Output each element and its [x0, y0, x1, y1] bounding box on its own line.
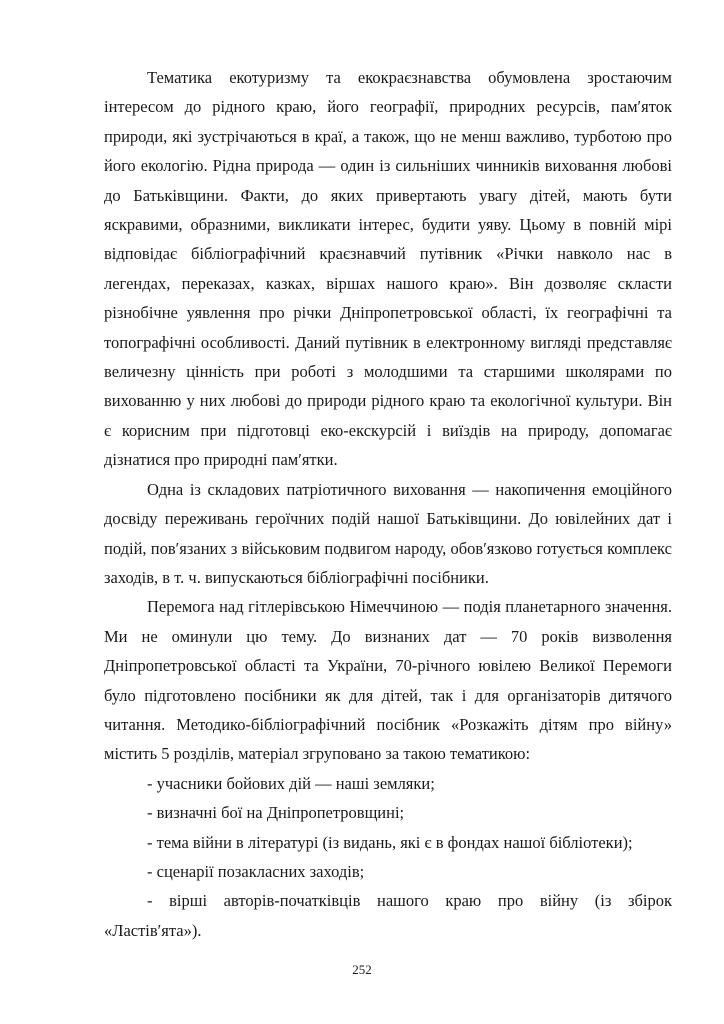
list-item: - визначні бої на Дніпропетровщині;: [147, 803, 405, 823]
list-item: - вірші авторів-початківців нашого краю про війну (із збірок «Ластів′ята»).: [104, 891, 672, 940]
page-number: 252: [352, 962, 372, 977]
paragraph-ecotourism: Тематика екотуризму та екокраєзнавства обумовлена зростаючим інтересом до рідного краю, його географії, природних ресурсів, пам′яток природи, які зустрічаються в краї, а також, що не менш важливо, турботою про його екологію. Рідна природа — один із сильніших чинників виховання любові до Батьківщини. Факти, до яких привертають увагу дітей, мають бути яскравими, образними, викликати інтерес, будити уяву. Цьому в повній мірі відповідає бібліографічний краєзнавчий путівник «Річки навколо нас в легендах, переказах, казках, віршах нашого краю». Він дозволяє скласти різнобічне уявлення про річки Дніпропетровської області, їх географічні та топографічні особливості. Даний путівник в електронному вигляді представляє величезну цінність при роботі з молодшими та старшими школярами по вихованню у них любові до природи рідного краю та екологічної культури. Він є корисним при підготовці еко-екскурсій і виїздів на природу, допомагає дізнатися про природні пам′ятки.: [104, 68, 672, 470]
list-item: - сценарії позакласних заходів;: [147, 861, 365, 881]
paragraph-victory: Перемога над гітлерівською Німеччиною — подія планетарного значення. Ми не оминули цю тему. До визнаних дат — 70 років визволення Дніпропетровської області та України, 70-річного ювілею Великої Перемоги було підготовлено посібники як для дітей, так і для організаторів дитячого читання. Методико-бібліографічний посібник «Розкажіть дітям про війну» містить 5 розділів, матеріал згруповано за такою тематикою:: [104, 597, 672, 764]
page-body: [104, 63, 672, 945]
list-item: - тема війни в літературі (із видань, які є в фондах нашої бібліотеки);: [147, 832, 633, 852]
topic-list: [104, 769, 672, 945]
list-item: - учасники бойових дій — наші земляки;: [147, 773, 435, 793]
paragraph-patriotic-education: Одна із складових патріотичного виховання — накопичення емоційного досвіду переживань героїчних подій нашої Батьківщини. До ювілейних дат і подій, пов′язаних з військовим подвигом народу, обов′язково готується комплекс заходів, в т. ч. випускаються бібліографічні посібники.: [104, 479, 672, 587]
